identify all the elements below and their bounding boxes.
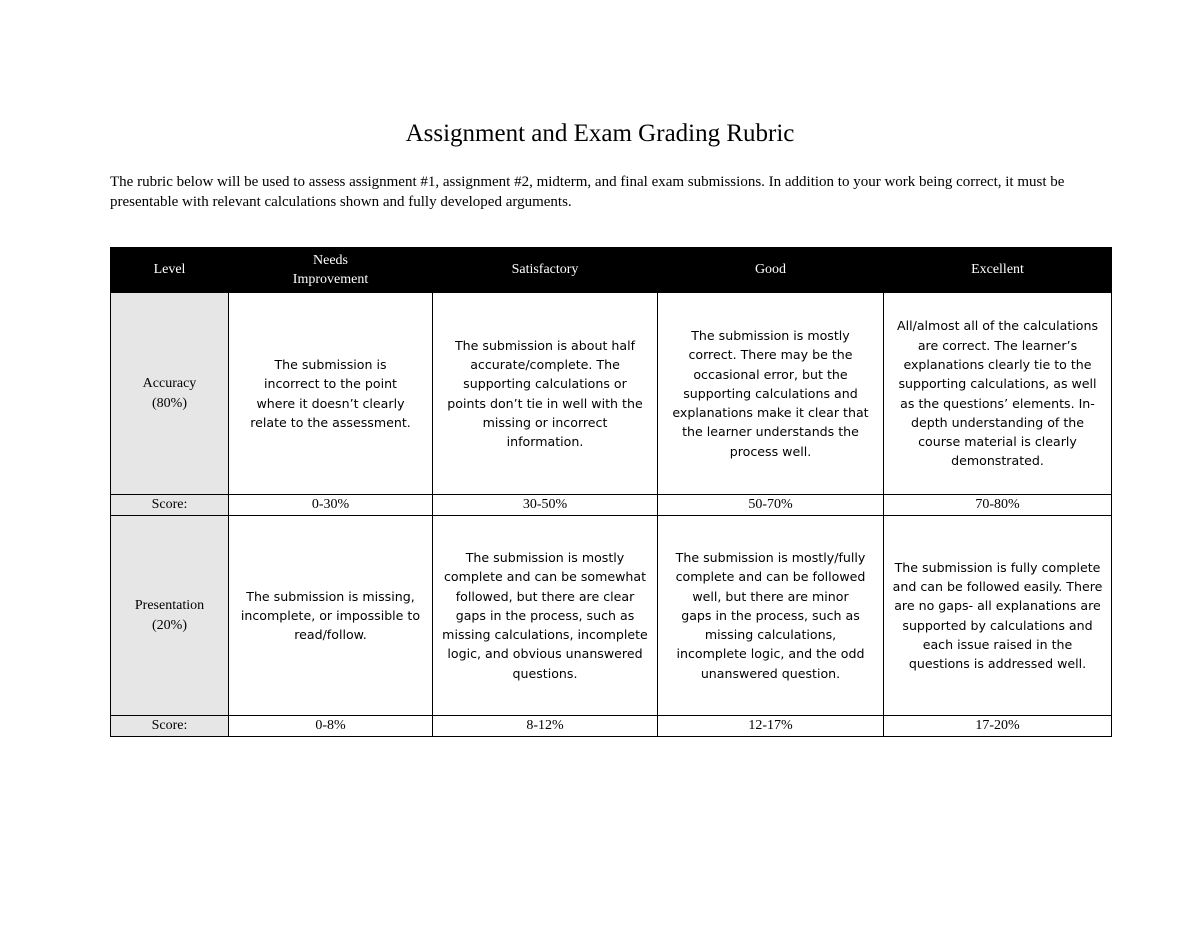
page-title: Assignment and Exam Grading Rubric xyxy=(405,120,795,147)
header-excellent: Excellent xyxy=(884,248,1112,293)
accuracy-needs-improvement-text: The submission is incorrect to the point where it doesn’t clearly relate to the assessment. xyxy=(250,356,411,430)
accuracy-excellent-text: All/almost all of the calculations are correct. The learner’s explanations clearly tie to the supporting calculations, as well as the questions’ elements. In-depth understanding of the course material is clearly demonstrated. xyxy=(896,318,1099,469)
accuracy-score-needs-improvement: 0-30% xyxy=(229,495,433,516)
presentation-satisfactory-text: The submission is mostly complete and can be somewhat followed, but there are clear gaps in the process, such as missing calculations, incomplete logic, and obvious unanswered questions. xyxy=(442,549,648,681)
accuracy-row xyxy=(111,293,1112,495)
presentation-good xyxy=(658,516,884,716)
header-needs-improvement xyxy=(229,248,433,293)
presentation-score-needs-improvement: 0-8% xyxy=(229,716,433,737)
accuracy-good xyxy=(658,293,884,495)
header-level: Level xyxy=(111,248,229,293)
accuracy-score-row xyxy=(111,495,1112,516)
accuracy-score-satisfactory: 30-50% xyxy=(433,495,658,516)
header-row xyxy=(111,248,1112,293)
presentation-score-excellent: 17-20% xyxy=(884,716,1112,737)
presentation-needs-improvement-text: The submission is missing, incomplete, or impossible to read/follow. xyxy=(240,588,421,643)
accuracy-needs-improvement xyxy=(229,293,433,495)
accuracy-good-text: The submission is mostly correct. There may be the occasional error, but the supporting calculations and explanations make it clear that the learner understands the process well. xyxy=(672,327,869,459)
presentation-label xyxy=(111,516,229,716)
grading-rubric-table xyxy=(110,247,1112,737)
presentation-score-good: 12-17% xyxy=(658,716,884,737)
presentation-score-row xyxy=(111,716,1112,737)
accuracy-label xyxy=(111,293,229,495)
presentation-excellent-text: The submission is fully complete and can be followed easily. There are no gaps- all explanations are supported by calculations and each issue raised in the questions is addressed well. xyxy=(892,559,1103,672)
presentation-label-text: Presentation (20%) xyxy=(134,598,205,633)
accuracy-score-excellent: 70-80% xyxy=(884,495,1112,516)
accuracy-score-good: 50-70% xyxy=(658,495,884,516)
accuracy-satisfactory-text: The submission is about half accurate/complete. The supporting calculations or points don’t tie in well with the missing or incorrect information. xyxy=(447,337,643,450)
accuracy-label-text: Accuracy (80%) xyxy=(142,376,197,411)
presentation-needs-improvement xyxy=(229,516,433,716)
presentation-score-satisfactory: 8-12% xyxy=(433,716,658,737)
header-good: Good xyxy=(658,248,884,293)
accuracy-score-label: Score: xyxy=(111,495,229,516)
accuracy-satisfactory xyxy=(433,293,658,495)
presentation-satisfactory xyxy=(433,516,658,716)
intro-paragraph: The rubric below will be used to assess assignment #1, assignment #2, midterm, and final exam submissions. In addition to your work being correct, it must be presentable with relevant calculations shown and fully developed arguments. xyxy=(110,174,1065,210)
accuracy-excellent xyxy=(884,293,1112,495)
presentation-good-text: The submission is mostly/fully complete and can be followed well, but there are minor gaps in the process, such as missing calculations, incomplete logic, and the odd unanswered question. xyxy=(675,549,866,681)
presentation-row xyxy=(111,516,1112,716)
header-needs-improvement-label: Needs Improvement xyxy=(292,252,369,287)
header-satisfactory: Satisfactory xyxy=(433,248,658,293)
presentation-excellent xyxy=(884,516,1112,716)
presentation-score-label: Score: xyxy=(111,716,229,737)
